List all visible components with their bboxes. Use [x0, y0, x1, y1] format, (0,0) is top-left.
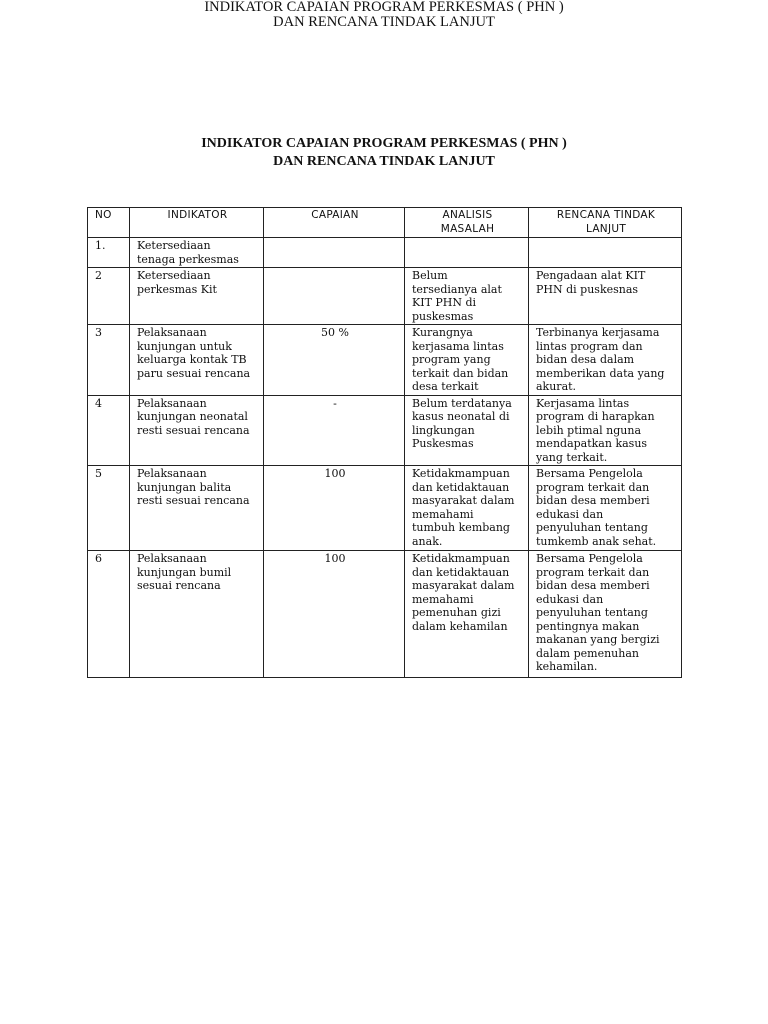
cell-indikator: Pelaksanaan kunjungan neonatal resti sesuai rencana [130, 395, 264, 466]
cell-indikator: Pelaksanaan kunjungan untuk keluarga kontak TB paru sesuai rencana [130, 325, 264, 396]
column-header-rencana-tindak-lanjut: RENCANA TINDAK LANJUT [529, 208, 682, 238]
indicator-table [87, 207, 682, 678]
table-row [88, 268, 682, 325]
cell-no: 4 [88, 395, 130, 466]
table-row [88, 466, 682, 551]
cell-capaian: - [264, 395, 405, 466]
cell-analisis [405, 238, 529, 268]
column-header-capaian: CAPAIAN [264, 208, 405, 238]
table-row [88, 325, 682, 396]
document-title-line2: DAN RENCANA TINDAK LANJUT [273, 154, 495, 169]
page-header-line2: DAN RENCANA TINDAK LANJUT [273, 14, 495, 30]
cell-rencana: Bersama Pengelola program terkait dan bidan desa memberi edukasi dan penyuluhan tentang pentingnya makan makanan yang bergizi dalam pemenuhan kehamilan. [529, 551, 682, 678]
cell-no: 2 [88, 268, 130, 325]
page-header [0, 0, 768, 30]
cell-indikator: Pelaksanaan kunjungan bumil sesuai rencana [130, 551, 264, 678]
column-header-no: NO [88, 208, 130, 238]
table-row [88, 551, 682, 678]
cell-capaian: 50 % [264, 325, 405, 396]
cell-capaian [264, 268, 405, 325]
cell-no: 5 [88, 466, 130, 551]
cell-indikator: Ketersediaan tenaga perkesmas [130, 238, 264, 268]
cell-rencana: Kerjasama lintas program di harapkan lebih ptimal nguna mendapatkan kasus yang terkait. [529, 395, 682, 466]
cell-analisis: Belum tersedianya alat KIT PHN di puskesmas [405, 268, 529, 325]
cell-no: 1. [88, 238, 130, 268]
column-header-indikator: INDIKATOR [130, 208, 264, 238]
table-row [88, 395, 682, 466]
cell-no: 3 [88, 325, 130, 396]
page-header-line1: INDIKATOR CAPAIAN PROGRAM PERKESMAS ( PHN ) [204, 0, 564, 15]
cell-rencana: Terbinanya kerjasama lintas program dan bidan desa dalam memberikan data yang akurat. [529, 325, 682, 396]
cell-analisis: Ketidakmampuan dan ketidaktauan masyarakat dalam memahami pemenuhan gizi dalam kehamilan [405, 551, 529, 678]
cell-no: 6 [88, 551, 130, 678]
table-row [88, 238, 682, 268]
cell-capaian: 100 [264, 551, 405, 678]
cell-analisis: Ketidakmampuan dan ketidaktauan masyarakat dalam memahami tumbuh kembang anak. [405, 466, 529, 551]
cell-analisis: Belum terdatanya kasus neonatal di lingkungan Puskesmas [405, 395, 529, 466]
column-header-analisis-masalah: ANALISIS MASALAH [405, 208, 529, 238]
cell-rencana: Bersama Pengelola program terkait dan bidan desa memberi edukasi dan penyuluhan tentang tumkemb anak sehat. [529, 466, 682, 551]
document-title [0, 135, 768, 171]
cell-indikator: Pelaksanaan kunjungan balita resti sesuai rencana [130, 466, 264, 551]
cell-capaian [264, 238, 405, 268]
cell-rencana [529, 238, 682, 268]
cell-rencana: Pengadaan alat KIT PHN di puskesnas [529, 268, 682, 325]
table-header-row [88, 208, 682, 238]
document-title-line1: INDIKATOR CAPAIAN PROGRAM PERKESMAS ( PHN ) [201, 136, 567, 151]
cell-indikator: Ketersediaan perkesmas Kit [130, 268, 264, 325]
cell-analisis: Kurangnya kerjasama lintas program yang terkait dan bidan desa terkait [405, 325, 529, 396]
cell-capaian: 100 [264, 466, 405, 551]
